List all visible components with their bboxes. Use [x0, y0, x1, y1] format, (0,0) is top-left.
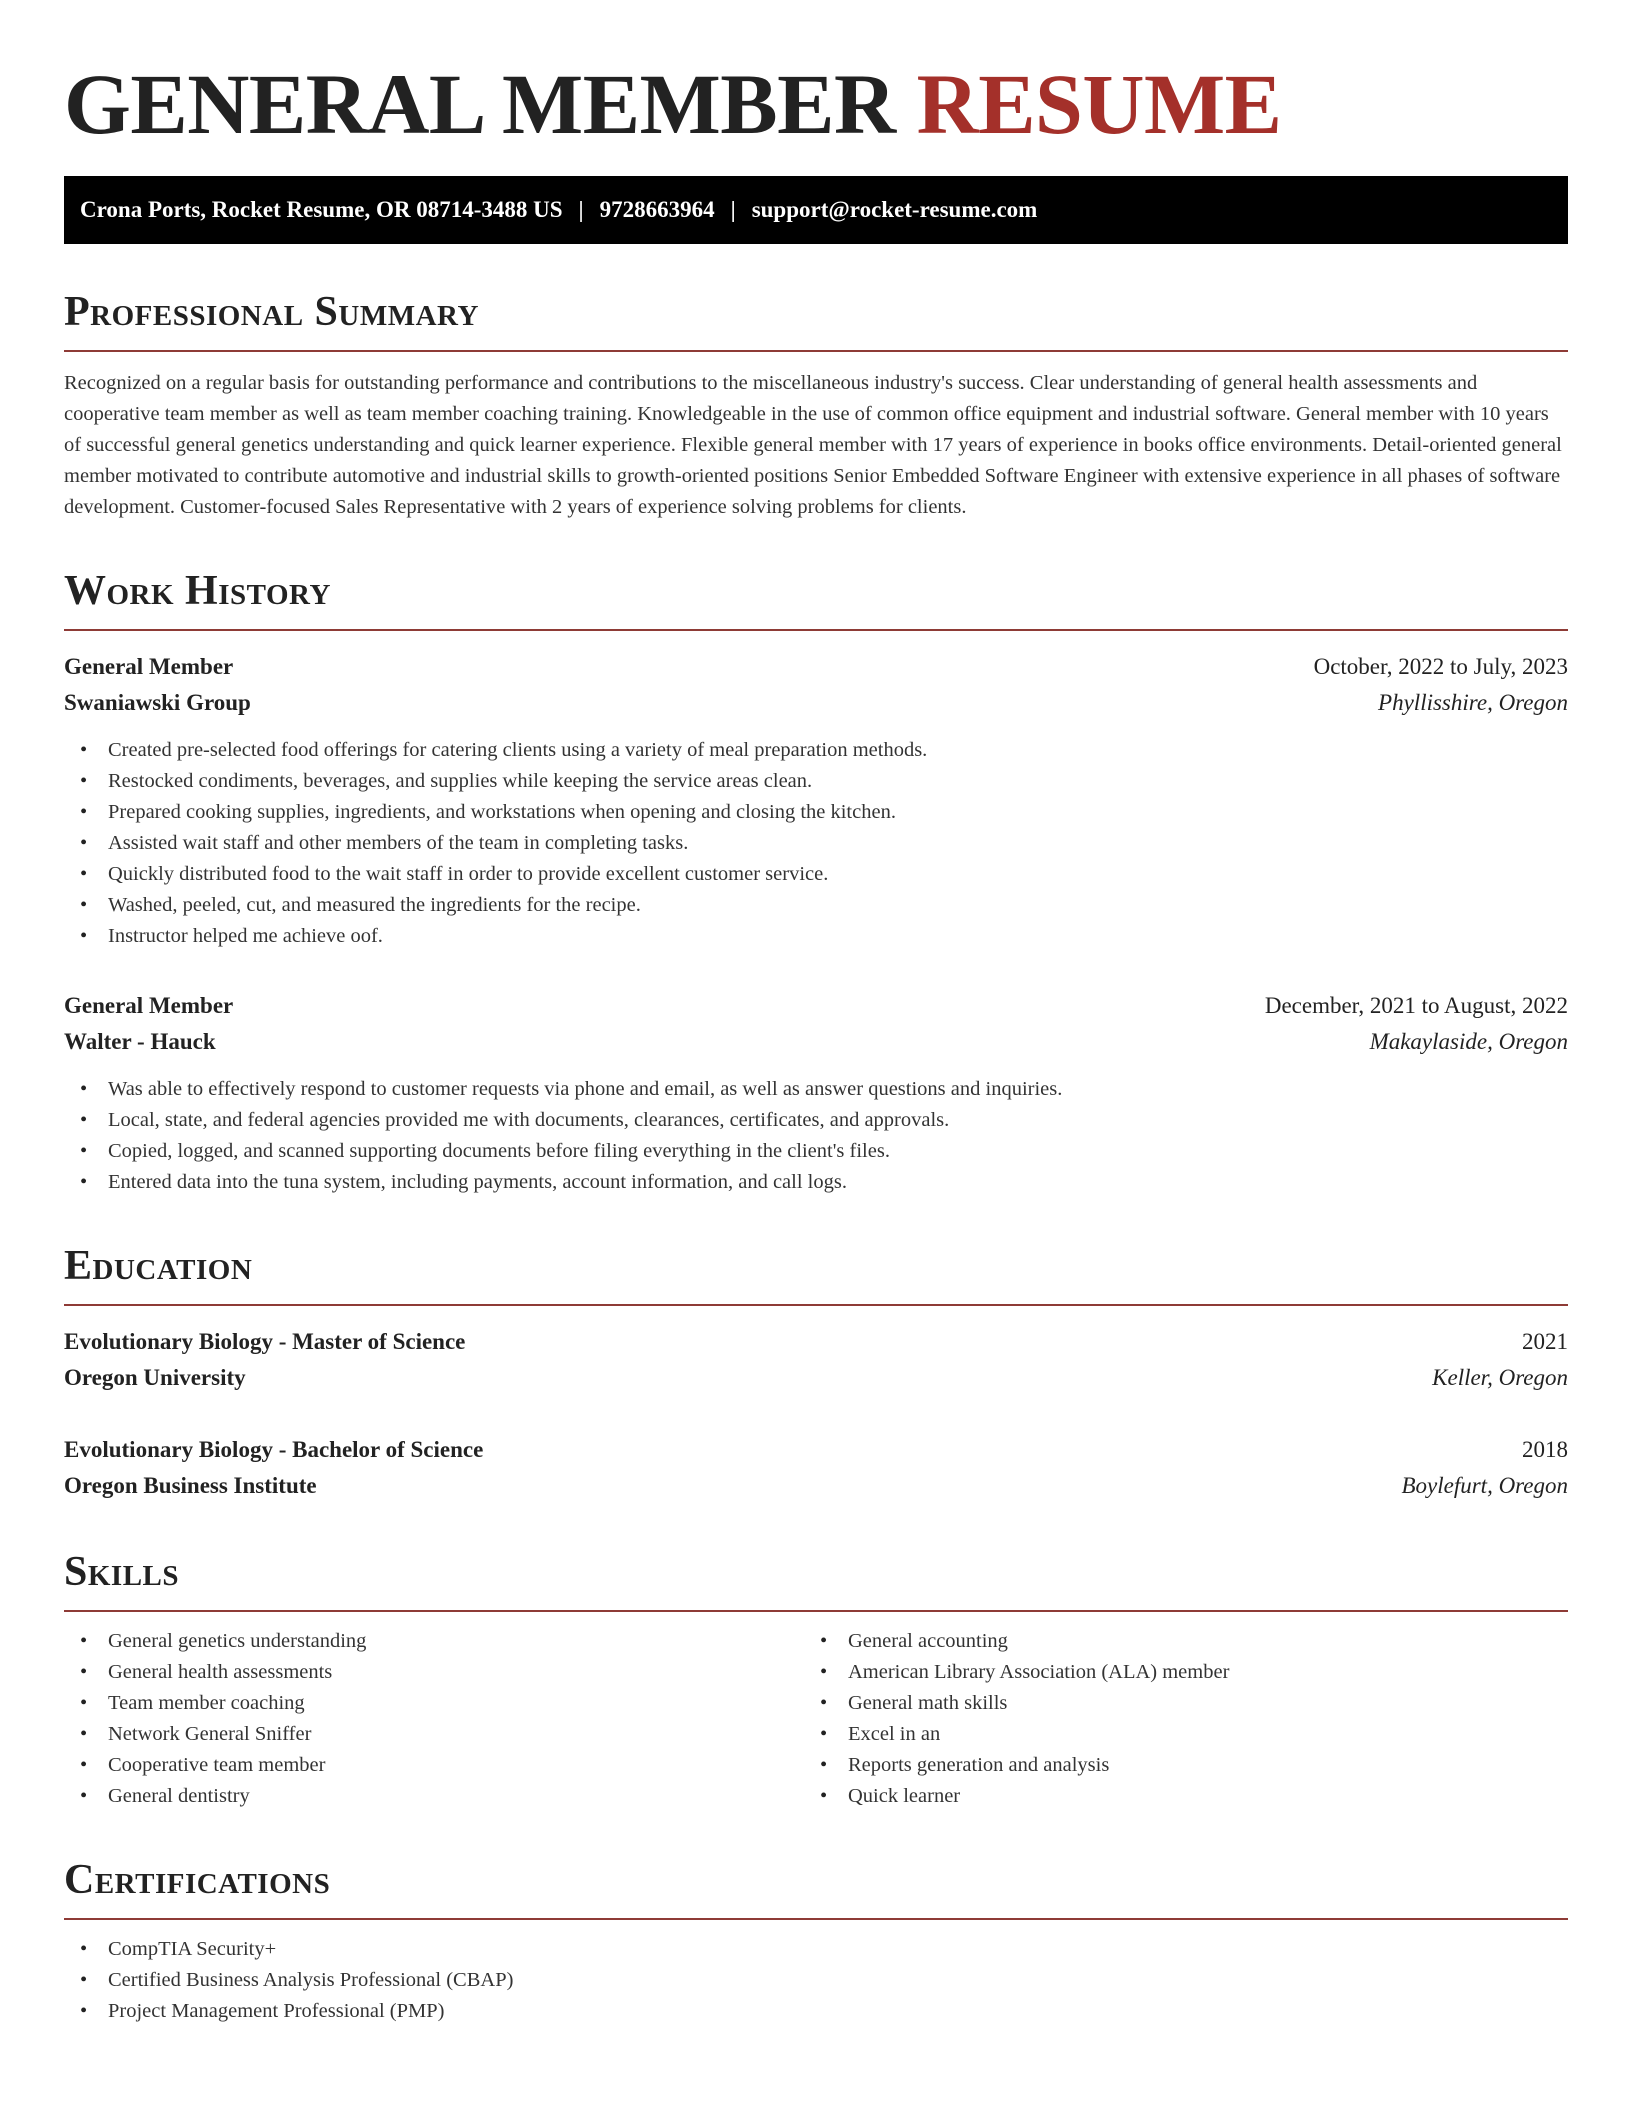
job-company: Walter - Hauck	[64, 1029, 216, 1054]
contact-separator: |	[730, 197, 736, 222]
job-header-row	[64, 988, 1568, 1024]
education-location: Boylefurt, Oregon	[1401, 1473, 1568, 1498]
skill-item: • General genetics understanding	[64, 1626, 804, 1657]
job-dates: December, 2021 to August, 2022	[1264, 993, 1568, 1018]
job-entry	[64, 649, 1568, 952]
skill-item: • Network General Sniffer	[64, 1719, 804, 1750]
skill-item: • General math skills	[804, 1688, 1568, 1719]
job-bullets	[64, 735, 1568, 952]
job-bullet: • Assisted wait staff and other members of the team in completing tasks.	[64, 828, 1568, 859]
skill-item: • Excel in an	[804, 1719, 1568, 1750]
contact-address: Crona Ports, Rocket Resume, OR 08714-3488 US	[80, 197, 563, 222]
contact-bar	[64, 176, 1568, 244]
education-location: Keller, Oregon	[1432, 1365, 1568, 1390]
education-entry	[64, 1324, 1568, 1396]
job-bullet: • Was able to effectively respond to customer requests via phone and email, as well as answer questions and inquiries.	[64, 1074, 1568, 1105]
job-bullet: • Restocked condiments, beverages, and supplies while keeping the service areas clean.	[64, 766, 1568, 797]
skills-grid	[64, 1626, 1568, 1812]
certifications-list	[64, 1934, 1568, 2027]
job-location: Phyllisshire, Oregon	[1378, 690, 1568, 715]
job-bullet: • Entered data into the tuna system, including payments, account information, and call logs.	[64, 1167, 1568, 1198]
education-school: Oregon Business Institute	[64, 1473, 317, 1498]
section-divider	[64, 1304, 1568, 1306]
contact-separator: |	[578, 197, 584, 222]
job-bullet: • Local, state, and federal agencies provided me with documents, clearances, certificates, and approvals.	[64, 1105, 1568, 1136]
resume-page	[64, 56, 1568, 2027]
resume-title-main: GENERAL MEMBER	[64, 56, 896, 152]
section-divider	[64, 1918, 1568, 1920]
work-history-heading: Work History	[64, 568, 331, 614]
job-location: Makaylaside, Oregon	[1369, 1029, 1568, 1054]
job-bullets	[64, 1074, 1568, 1198]
skill-item: • Cooperative team member	[64, 1750, 804, 1781]
job-bullet: • Washed, peeled, cut, and measured the ingredients for the recipe.	[64, 890, 1568, 921]
education-year: 2021	[1522, 1329, 1568, 1354]
contact-phone[interactable]: 9728663964	[599, 197, 715, 222]
job-company-row	[64, 685, 1568, 721]
resume-title-accent: RESUME	[916, 56, 1282, 152]
education-degree-row	[64, 1324, 1568, 1360]
skill-item: • Reports generation and analysis	[804, 1750, 1568, 1781]
contact-email[interactable]: support@rocket-resume.com	[751, 197, 1038, 222]
education-degree: Evolutionary Biology - Master of Science	[64, 1329, 466, 1354]
skills-list-right	[804, 1626, 1568, 1812]
section-divider	[64, 350, 1568, 352]
section-divider	[64, 1610, 1568, 1612]
education-degree: Evolutionary Biology - Bachelor of Science	[64, 1437, 484, 1462]
job-bullet: • Prepared cooking supplies, ingredients, and workstations when opening and closing the kitchen.	[64, 797, 1568, 828]
education-degree-row	[64, 1432, 1568, 1468]
job-header-row	[64, 649, 1568, 685]
work-history-section	[64, 569, 1568, 1198]
education-year: 2018	[1522, 1437, 1568, 1462]
job-bullet: • Quickly distributed food to the wait staff in order to provide excellent customer service.	[64, 859, 1568, 890]
job-title: General Member	[64, 654, 234, 679]
summary-text: Recognized on a regular basis for outstanding performance and contributions to the miscellaneous industry's success. Clear understanding of general health assessments and cooperative team member as well as team member coaching training. Knowledgeable in the use of common office equipment and industrial software. General member with 10 years of successful general genetics understanding and quick learner experience. Flexible general member with 17 years of experience in books office environments. Detail-oriented general member motivated to contribute automotive and industrial skills to growth-oriented positions Senior Embedded Software Engineer with extensive experience in all phases of software development. Customer-focused Sales Representative with 2 years of experience solving problems for clients.	[64, 372, 1562, 518]
certification-item: • CompTIA Security+	[64, 1934, 1568, 1965]
job-dates: October, 2022 to July, 2023	[1313, 654, 1568, 679]
skill-item: • Quick learner	[804, 1781, 1568, 1812]
job-company-row	[64, 1024, 1568, 1060]
skill-item: • General accounting	[804, 1626, 1568, 1657]
skills-heading: Skills	[64, 1549, 180, 1595]
education-school-row	[64, 1360, 1568, 1396]
job-title: General Member	[64, 993, 234, 1018]
skills-list-left	[64, 1626, 804, 1812]
education-entry	[64, 1432, 1568, 1504]
education-section	[64, 1244, 1568, 1504]
education-heading: Education	[64, 1243, 253, 1289]
job-company: Swaniawski Group	[64, 690, 251, 715]
certification-item: • Project Management Professional (PMP)	[64, 1996, 1568, 2027]
education-school-row	[64, 1468, 1568, 1504]
skill-item: • Team member coaching	[64, 1688, 804, 1719]
certification-item: • Certified Business Analysis Professional (CBAP)	[64, 1965, 1568, 1996]
skills-section	[64, 1550, 1568, 1812]
summary-heading: Professional Summary	[64, 289, 479, 335]
resume-title	[64, 56, 1568, 152]
summary-section	[64, 290, 1568, 523]
certifications-section	[64, 1858, 1568, 2027]
job-bullet: • Copied, logged, and scanned supporting documents before filing everything in the client's files.	[64, 1136, 1568, 1167]
section-divider	[64, 629, 1568, 631]
skill-item: • General dentistry	[64, 1781, 804, 1812]
job-bullet: • Instructor helped me achieve oof.	[64, 921, 1568, 952]
education-school: Oregon University	[64, 1365, 246, 1390]
job-entry	[64, 988, 1568, 1198]
certifications-heading: Certifications	[64, 1857, 331, 1903]
job-bullet: • Created pre-selected food offerings for catering clients using a variety of meal preparation methods.	[64, 735, 1568, 766]
skill-item: • American Library Association (ALA) member	[804, 1657, 1568, 1688]
skill-item: • General health assessments	[64, 1657, 804, 1688]
